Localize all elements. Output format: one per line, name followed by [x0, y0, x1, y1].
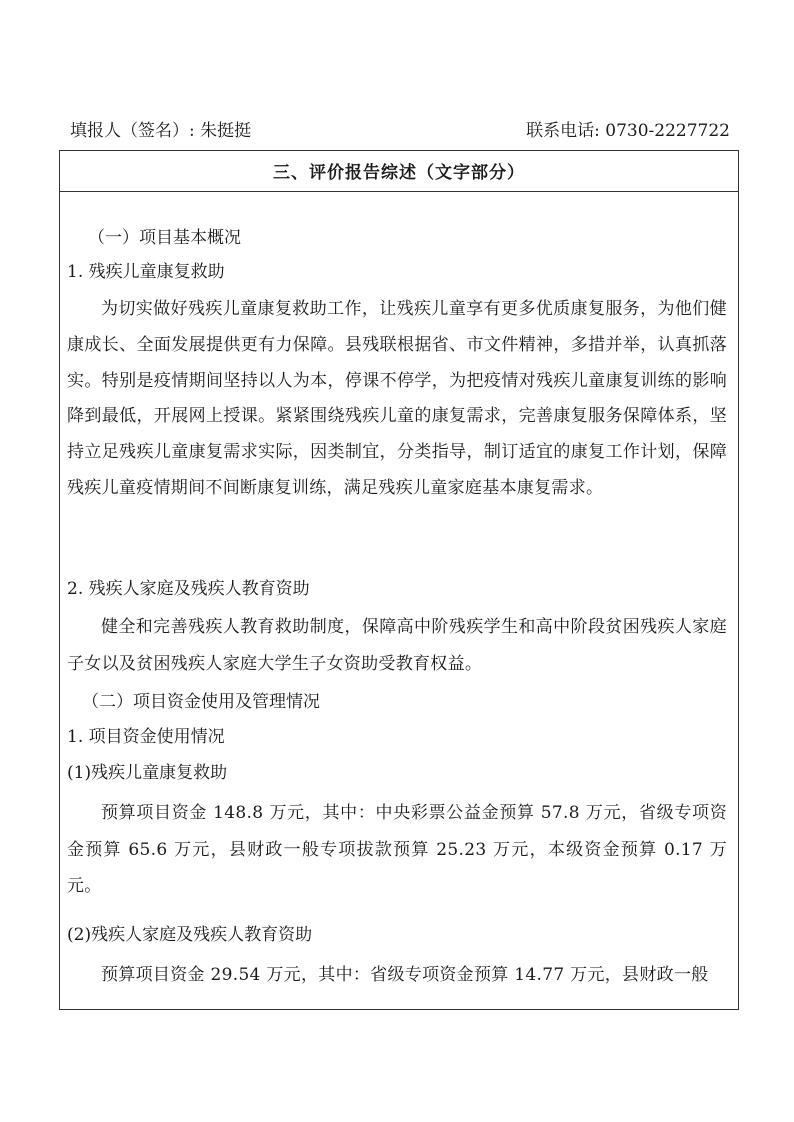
section-title: 三、评价报告综述（文字部分）: [273, 163, 525, 183]
heading-sub-2: (2)残疾人家庭及残疾人教育资助: [67, 925, 313, 945]
title-divider: [60, 191, 738, 192]
heading-funds: （二）项目资金使用及管理情况: [82, 692, 320, 712]
report-frame: [59, 150, 739, 1010]
paragraph-sub-1: 预算项目资金 148.8 万元，其中：中央彩票公益金预算 57.8 万元，省级专项资金预算 65.6 万元，县财政一般专项拔款预算 25.23 万元，本级资金预算 0.17 万元。: [67, 803, 727, 896]
reporter-signature-label: 填报人（签名）: 朱挺挺: [70, 121, 252, 141]
heading-sub-1: (1)残疾儿童康复救助: [67, 763, 228, 783]
form-header: [70, 117, 730, 145]
heading-item-2: 2. 残疾人家庭及残疾人教育资助: [67, 579, 310, 599]
heading-item-1: 1. 残疾儿童康复救助: [67, 262, 225, 282]
paragraph-item-2: 健全和完善残疾人教育救助制度，保障高中阶残疾学生和高中阶段贫困残疾人家庭子女以及贫困残疾人家庭大学生子女资助受教育权益。: [67, 617, 727, 674]
paragraph-item-1: 为切实做好残疾儿童康复救助工作，让残疾儿童享有更多优质康复服务，为他们健康成长、全面发展提供更有力保障。县残联根据省、市文件精神，多措并举，认真抓落实。特别是疫情期间坚持以人为本，停课不停学，为把疫情对残疾儿童康复训练的影响降到最低，开展网上授课。紧紧围绕残疾儿童的康复需求，完善康复服务保障体系，坚持立足残疾儿童康复需求实际，因类制宜，分类指导，制订适宜的康复工作计划，保障残疾儿童疫情期间不间断康复训练，满足残疾儿童家庭基本康复需求。: [67, 299, 727, 498]
contact-phone-label: 联系电话: 0730-2227722: [526, 121, 730, 141]
heading-basic-overview: （一）项目基本概况: [88, 228, 241, 248]
paragraph-sub-2: 预算项目资金 29.54 万元，其中：省级专项资金预算 14.77 万元，县财政一般: [101, 965, 709, 985]
heading-funds-usage: 1. 项目资金使用情况: [67, 727, 225, 747]
